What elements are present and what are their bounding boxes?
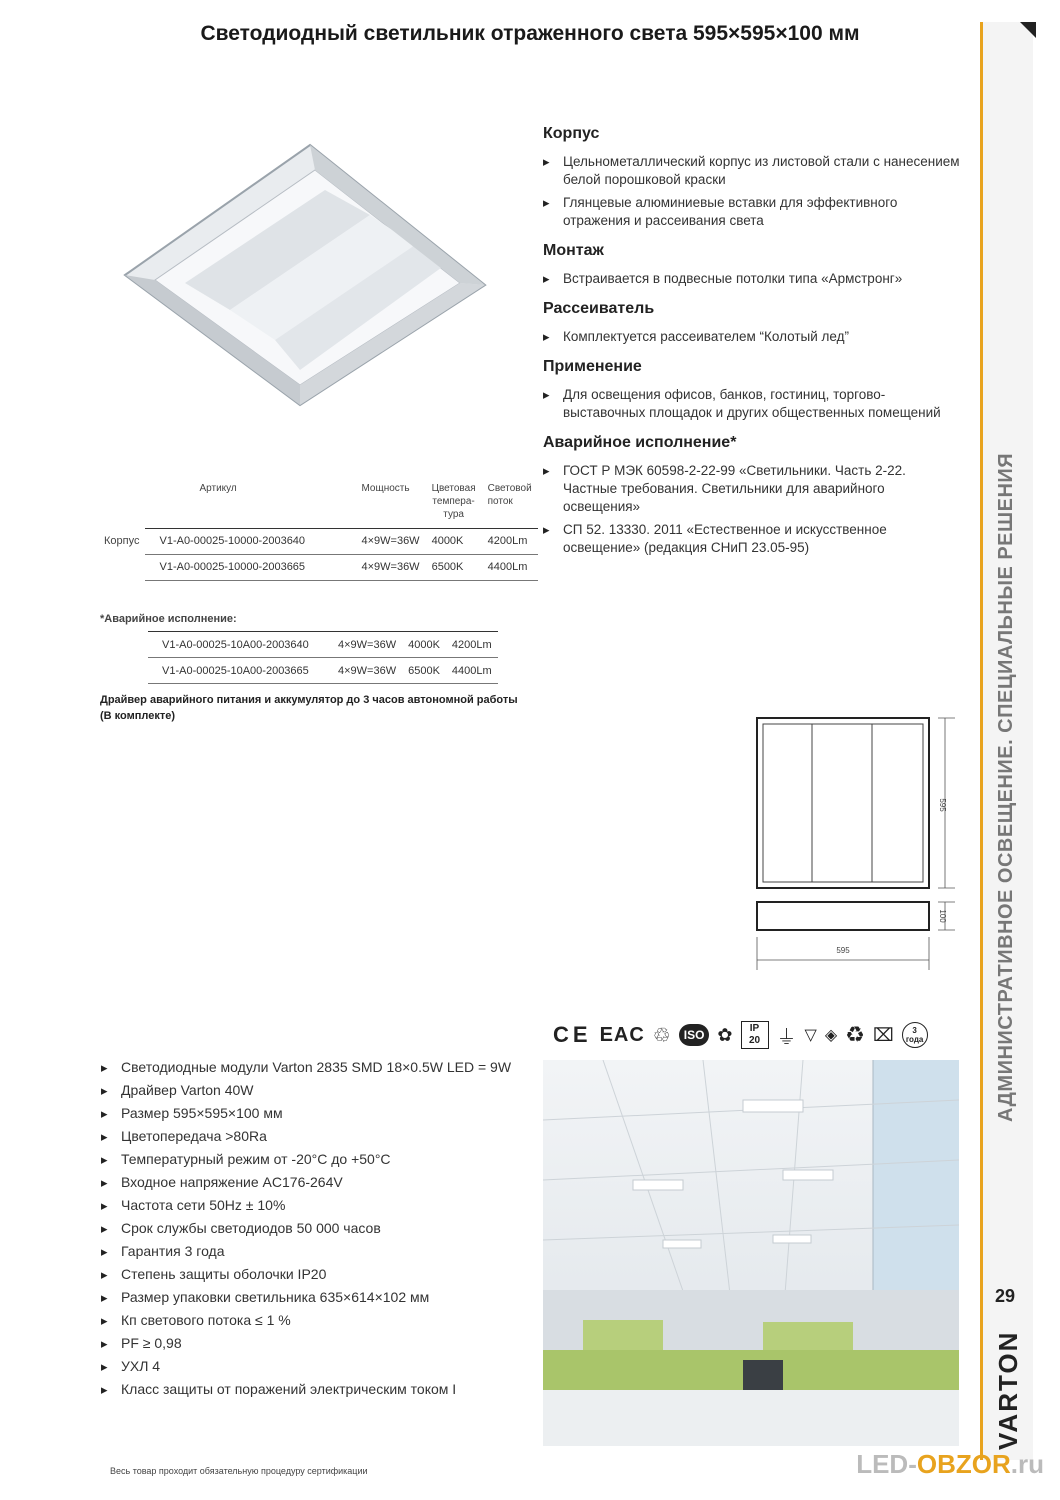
spec-item: ▸ Степень защиты оболочки IP20: [101, 1263, 531, 1286]
corner-triangle-icon: [1020, 22, 1036, 38]
f-mark-icon: ▽: [804, 1027, 817, 1044]
spec-item: ▸ Светодиодные модули Varton 2835 SMD 18×0.5W LED = 9W: [101, 1056, 531, 1079]
spec-item: ▸ Входное напряжение AC176-264V: [101, 1171, 531, 1194]
cell-temp: 4000K: [426, 528, 482, 554]
category-label: АДМИНИСТРАТИВНОЕ ОСВЕЩЕНИЕ. СПЕЦИАЛЬНЫЕ РЕШЕНИЯ: [995, 452, 1017, 1122]
temperature-icon: ◈: [824, 1027, 838, 1044]
spec-item: ▸ Срок службы светодиодов 50 000 часов: [101, 1217, 531, 1240]
list-item: ▸ СП 52. 13330. 2011 «Естественное и искусственное освещение» (редакция СНиП 23.05-95): [543, 521, 963, 557]
spec-item: ▸ Температурный режим от -20°С до +50°С: [101, 1148, 531, 1171]
warranty-3-years-icon: 3 года: [902, 1022, 928, 1048]
spec-item: ▸ Размер 595×595×100 мм: [101, 1102, 531, 1125]
cell-flux: 4200Lm: [446, 632, 498, 658]
eac-mark-icon: EAC: [599, 1023, 645, 1046]
cell-flux: 4400Lm: [482, 554, 538, 580]
article-table: [100, 482, 538, 581]
spec-item: ▸ Класс защиты от поражений электрическим током I: [101, 1378, 531, 1401]
spec-item: ▸ Драйвер Varton 40W: [101, 1079, 531, 1102]
list-item: ▸ Встраивается в подвесные потолки типа «Армстронг»: [543, 270, 963, 288]
list-item: ▸ Глянцевые алюминиевые вставки для эффективного отражения и рассеивания света: [543, 194, 963, 230]
dim-width: 595: [836, 946, 850, 955]
section-heading: Корпус: [543, 125, 600, 142]
spec-item: ▸ Кп светового потока ≤ 1 %: [101, 1309, 531, 1332]
ce-mark-icon: CE: [553, 1022, 592, 1047]
table-row: [100, 632, 498, 658]
ip20-icon: IP 20: [741, 1021, 769, 1049]
specs-list: [101, 1056, 531, 1401]
cell-temp: 6500K: [426, 554, 482, 580]
iso-icon: ISO: [679, 1024, 710, 1046]
watermark-part: OBZOR: [916, 1449, 1011, 1479]
section-housing: [543, 125, 963, 230]
section-mounting: [543, 242, 963, 288]
col-header-flux: Световой поток: [487, 483, 532, 507]
spec-item: ▸ Размер упаковки светильника 635×614×102 мм: [101, 1286, 531, 1309]
features-column: [543, 125, 963, 557]
cell-temp: 6500K: [402, 658, 446, 684]
cell-flux: 4400Lm: [446, 658, 498, 684]
dim-height: 595: [938, 798, 947, 812]
spec-item: ▸ Частота сети 50Hz ± 10%: [101, 1194, 531, 1217]
eco-icon: ✿: [717, 1024, 733, 1045]
section-diffuser: [543, 300, 963, 346]
col-header-temp: Цветовая темпера-тура: [431, 483, 476, 520]
page-number: 29: [995, 1286, 1016, 1306]
section-emergency: [543, 434, 963, 557]
recycle-icon: ♻: [845, 1022, 865, 1047]
spec-item: ▸ УХЛ 4: [101, 1355, 531, 1378]
emergency-label: *Аварийное исполнение:: [100, 613, 237, 625]
footer-note: Весь товар проходит обязательную процедуру сертификации: [110, 1466, 368, 1476]
bin-crossed-icon: ⌧: [872, 1024, 894, 1045]
ground-icon: ⏚: [776, 1026, 797, 1049]
list-item: ▸ ГОСТ Р МЭК 60598-2-22-99 «Светильники. Часть 2-22. Частные требования. Светильники для аварийного освещения»: [543, 462, 963, 516]
cell-power: 4×9W=36W: [332, 632, 402, 658]
table-row: [100, 658, 498, 684]
section-heading: Монтаж: [543, 242, 604, 259]
list-item: ▸ Для освещения офисов, банков, гостиниц, торгово-выставочных площадок и других общественных помещений: [543, 386, 963, 422]
watermark-part: .ru: [1010, 1449, 1044, 1479]
section-heading: Применение: [543, 358, 642, 375]
driver-note: Драйвер аварийного питания и аккумулятор до 3 часов автономной работы (В комплекте): [100, 694, 518, 722]
cell-power: 4×9W=36W: [332, 658, 402, 684]
cell-flux: 4200Lm: [482, 528, 538, 554]
section-application: [543, 358, 963, 422]
spec-item: ▸ Цветопередача >80Ra: [101, 1125, 531, 1148]
cell-temp: 4000K: [402, 632, 446, 658]
product-image: [115, 135, 495, 410]
emergency-table: [100, 631, 498, 684]
cell-article: V1-A0-00025-10000-2003640: [145, 528, 355, 554]
col-header-power: Мощность: [361, 483, 410, 494]
spec-item: ▸ Гарантия 3 года: [101, 1240, 531, 1263]
watermark-part: LED-: [856, 1449, 917, 1479]
sidebar: [980, 22, 1033, 1460]
col-header-article: Артикул: [199, 483, 237, 494]
brand-logo: VARTON: [993, 1330, 1023, 1450]
office-photo: [543, 1060, 959, 1446]
dim-depth: 100: [938, 909, 947, 923]
table-row: [100, 528, 538, 554]
spec-item: ▸ PF ≥ 0,98: [101, 1332, 531, 1355]
table-row: [100, 554, 538, 580]
cell-power: 4×9W=36W: [355, 528, 425, 554]
technical-drawing: [750, 715, 965, 975]
list-item: ▸ Комплектуется рассеивателем “Колотый лед”: [543, 328, 963, 346]
cell-power: 4×9W=36W: [355, 554, 425, 580]
cell-article: V1-A0-00025-10A00-2003665: [148, 658, 332, 684]
watermark: [856, 1449, 1044, 1480]
page-title: Светодиодный светильник отраженного света 595×595×100 мм: [200, 22, 860, 45]
list-item: ▸ Цельнометаллический корпус из листовой стали с нанесением белой порошковой краски: [543, 153, 963, 189]
group-label: Корпус: [104, 535, 140, 547]
cell-article: V1-A0-00025-10A00-2003640: [148, 632, 332, 658]
section-heading: Рассеиватель: [543, 300, 655, 317]
certification-row: [553, 1018, 953, 1052]
cell-article: V1-A0-00025-10000-2003665: [145, 554, 355, 580]
section-heading: Аварийное исполнение*: [543, 434, 737, 451]
recycle-leaf-icon: ♲: [652, 1024, 671, 1047]
